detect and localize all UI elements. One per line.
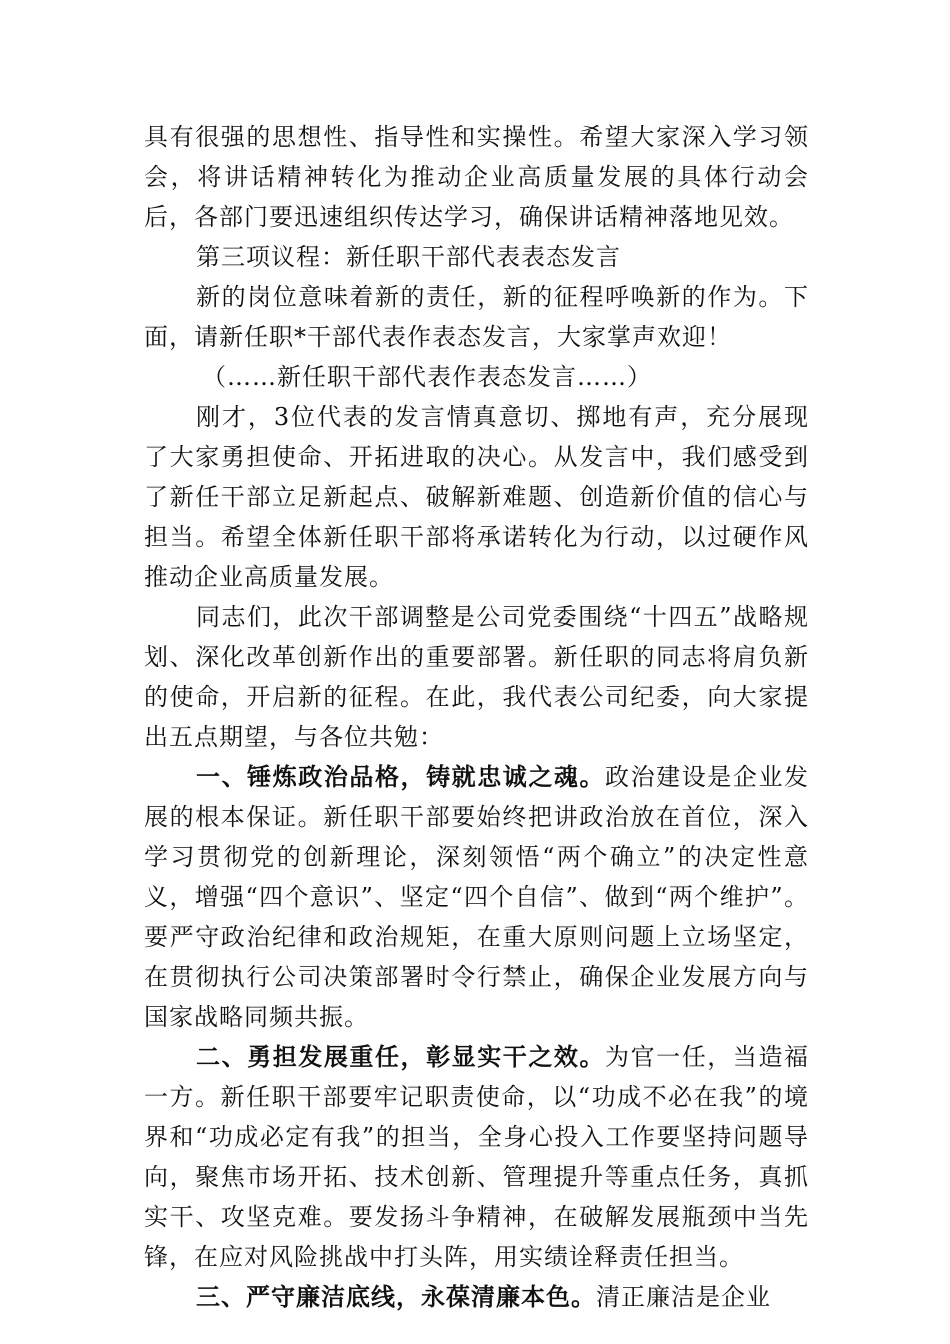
document-body xyxy=(144,117,809,1317)
expectation-three-body: 清正廉洁是企业 xyxy=(596,1283,771,1311)
agenda-item-three: 第三项议程：新任职干部代表表态发言 xyxy=(196,243,621,271)
expectation-two xyxy=(144,1037,809,1277)
expectation-two-body: 为官一任，当造福一方。新任职干部要牢记职责使命，以“功成不必在我”的境界和“功成必定有我”的担当，全身心投入工作要坚持问题导向，聚焦市场开拓、技术创新、管理提升等重点任务，真抓实干、攻坚克难。要发扬斗争精神，在破解发展瓶颈中当先锋，在应对风险挑战中打头阵，用实绩诠释责任担当。 xyxy=(144,1043,810,1271)
expectation-one xyxy=(144,757,809,1037)
paragraph-summary: 刚才，3位代表的发言情真意切、掷地有声，充分展现了大家勇担使命、开拓进取的决心。从发言中，我们感受到了新任干部立足新起点、破解新难题、创造新价值的信心与担当。希望全体新任职干部将承诺转化为行动，以过硬作风推动企业高质量发展。 xyxy=(144,403,809,591)
expectation-three xyxy=(144,1277,809,1317)
expectation-two-heading: 二、勇担发展重任，彰显实干之效。 xyxy=(196,1043,606,1071)
expectation-three-heading: 三、严守廉洁底线，永葆清廉本色。 xyxy=(196,1283,596,1311)
stage-direction: （……新任职干部代表作表态发言……） xyxy=(202,363,652,391)
expectation-one-body: 政治建设是企业发展的根本保证。新任职干部要始终把讲政治放在首位，深入学习贯彻党的创新理论，深刻领悟“两个确立”的决定性意义，增强“四个意识”、坚定“四个自信”、做到“两个维护”。要严守政治纪律和政治规矩，在重大原则问题上立场坚定，在贯彻执行公司决策部署时令行禁止，确保企业发展方向与国家战略同频共振。 xyxy=(144,763,810,1031)
paragraph-invitation: 新的岗位意味着新的责任，新的征程呼唤新的作为。下面，请新任职*干部代表作表态发言，大家掌声欢迎！ xyxy=(144,283,809,351)
paragraph-expectations: 同志们，此次干部调整是公司党委围绕“十四五”战略规划、深化改革创新作出的重要部署。新任职的同志将肩负新的使命，开启新的征程。在此，我代表公司纪委，向大家提出五点期望，与各位共勉： xyxy=(144,603,809,751)
expectation-one-heading: 一、锤炼政治品格，铸就忠诚之魂。 xyxy=(196,763,606,791)
paragraph-intro: 具有很强的思想性、指导性和实操性。希望大家深入学习领会，将讲话精神转化为推动企业高质量发展的具体行动会后，各部门要迅速组织传达学习，确保讲话精神落地见效。 xyxy=(144,123,809,231)
